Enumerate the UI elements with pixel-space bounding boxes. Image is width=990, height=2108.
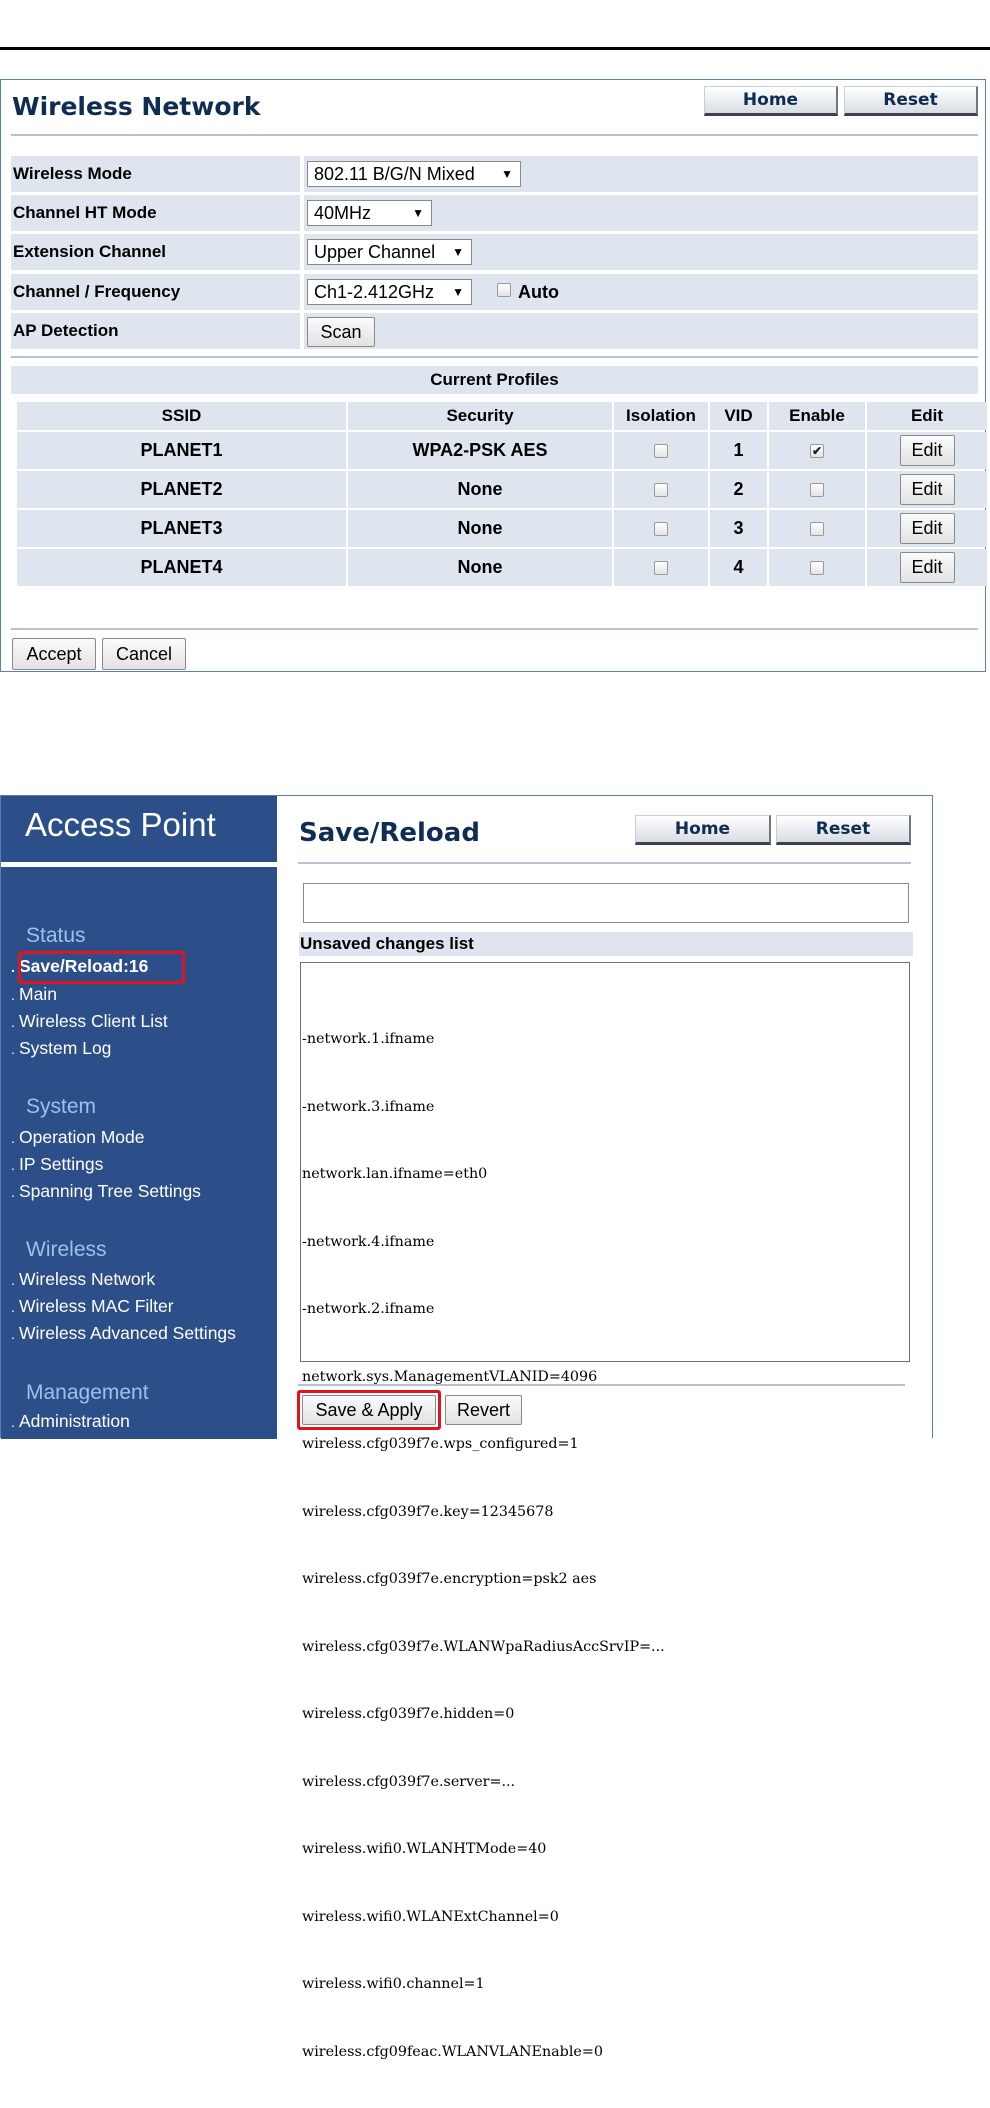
enable-checkbox[interactable] [810, 483, 824, 497]
vid-cell: 3 [710, 510, 767, 547]
sidebar [1, 796, 277, 1439]
isolation-checkbox[interactable] [654, 483, 668, 497]
sidebar-item-label: Wireless Advanced Settings [19, 1323, 236, 1343]
list-item: wireless.wifi0.channel=1 [302, 1976, 485, 1992]
isolation-checkbox[interactable] [654, 561, 668, 575]
bullet-icon: . [11, 987, 15, 1003]
dropdown-arrow-icon: ▼ [452, 285, 464, 299]
enable-cell [769, 471, 865, 508]
cancel-button[interactable]: Cancel [102, 638, 186, 670]
channel-ht-mode-select[interactable] [307, 200, 432, 226]
save-reload-panel [0, 795, 933, 2060]
extension-channel-label: Extension Channel [11, 234, 300, 270]
edit-cell [867, 510, 987, 547]
list-item: network.sys.ManagementVLANID=4096 [302, 1368, 598, 1385]
enable-checkbox[interactable] [810, 561, 824, 575]
list-item: wireless.cfg039f7e.key=12345678 [302, 1503, 554, 1520]
isolation-cell [614, 432, 708, 469]
wireless-network-panel [0, 79, 986, 672]
unsaved-changes-header: Unsaved changes list [299, 932, 913, 956]
vid-cell: 1 [710, 432, 767, 469]
isolation-cell [614, 510, 708, 547]
footer-divider [298, 1384, 905, 1386]
sidebar-item-operation-mode[interactable] [11, 1127, 145, 1148]
bullet-icon: . [11, 1326, 15, 1342]
list-item: -network.3.ifname [302, 1098, 435, 1115]
auto-checkbox-label: Auto [518, 282, 559, 302]
isolation-cell [614, 471, 708, 508]
enable-checkbox[interactable] [810, 522, 824, 536]
list-item: -network.1.ifname [302, 1031, 435, 1047]
list-item: wireless.wifi0.WLANExtChannel=0 [302, 1908, 559, 1925]
bullet-icon: . [11, 959, 15, 975]
vid-cell: 4 [710, 549, 767, 586]
isolation-checkbox[interactable] [654, 444, 668, 458]
channel-frequency-value-cell [304, 274, 978, 310]
page-title: Wireless Network [12, 92, 261, 121]
column-header-isolation: Isolation [614, 402, 708, 430]
column-header-edit: Edit [867, 402, 987, 430]
home-button[interactable]: Home [704, 86, 838, 116]
home-button[interactable]: Home [635, 815, 771, 845]
extension-channel-select[interactable] [307, 239, 472, 265]
sidebar-section-management: Management [26, 1381, 149, 1404]
list-item: wireless.cfg039f7e.server=... [302, 1773, 516, 1790]
title-divider [298, 862, 911, 864]
table-row [17, 432, 987, 469]
save-apply-highlight [297, 1390, 441, 1430]
dropdown-arrow-icon: ▼ [501, 167, 513, 181]
channel-ht-mode-value-cell [304, 195, 978, 231]
wireless-mode-select[interactable] [307, 161, 521, 187]
enable-cell [769, 510, 865, 547]
list-item: -network.4.ifname [302, 1233, 435, 1250]
bullet-icon: . [11, 1157, 15, 1173]
checkmark-icon: ✔ [811, 444, 823, 459]
edit-button[interactable]: Edit [900, 474, 955, 505]
edit-button[interactable]: Edit [900, 435, 955, 466]
save-reload-highlight [18, 951, 185, 984]
title-divider [11, 134, 978, 136]
edit-cell [867, 471, 987, 508]
wireless-mode-row [11, 156, 978, 192]
security-cell: None [348, 510, 612, 547]
edit-button[interactable]: Edit [900, 552, 955, 583]
bullet-icon: . [11, 1041, 15, 1057]
bullet-icon: . [11, 1130, 15, 1146]
list-item: -network.2.ifname [302, 1301, 435, 1317]
wireless-mode-label: Wireless Mode [11, 156, 300, 192]
list-item: wireless.wifi0.WLANHTMode=40 [302, 1841, 547, 1857]
table-row [17, 471, 987, 508]
security-cell: WPA2-PSK AES [348, 432, 612, 469]
ssid-cell: PLANET3 [17, 510, 346, 547]
wireless-mode-value-cell [304, 156, 978, 192]
table-row [17, 510, 987, 547]
sidebar-item-administration[interactable] [11, 1411, 130, 1432]
bullet-icon: . [11, 1299, 15, 1315]
list-item: wireless.cfg039f7e.hidden=0 [302, 1706, 515, 1722]
dropdown-arrow-icon: ▼ [452, 245, 464, 259]
sidebar-item-label: Spanning Tree Settings [19, 1181, 201, 1201]
channel-ht-mode-row [11, 195, 978, 231]
extension-channel-selected: Upper Channel [314, 242, 436, 262]
sidebar-item-label: IP Settings [19, 1154, 104, 1174]
sidebar-item-spanning-tree-settings[interactable] [11, 1181, 201, 1202]
fields-divider [11, 356, 978, 358]
page-top-rule [0, 47, 990, 50]
profiles-table-header [17, 402, 987, 430]
wireless-mode-selected: 802.11 B/G/N Mixed [314, 164, 475, 184]
sidebar-item-wireless-network[interactable] [11, 1269, 155, 1290]
save-apply-button[interactable]: Save & Apply [302, 1395, 436, 1425]
column-header-security: Security [348, 402, 612, 430]
ssid-cell: PLANET4 [17, 549, 346, 586]
sidebar-item-label: Main [19, 984, 57, 1004]
channel-frequency-select[interactable] [307, 279, 472, 305]
bullet-icon: . [11, 1184, 15, 1200]
accept-button[interactable]: Accept [12, 638, 96, 670]
sidebar-item-wireless-mac-filter[interactable] [11, 1296, 174, 1317]
scan-button[interactable]: Scan [307, 317, 375, 347]
enable-cell [769, 549, 865, 586]
isolation-checkbox[interactable] [654, 522, 668, 536]
security-cell: None [348, 471, 612, 508]
footer-divider [11, 628, 978, 630]
edit-button[interactable]: Edit [900, 513, 955, 544]
table-row [17, 549, 987, 586]
edit-cell [867, 432, 987, 469]
dropdown-arrow-icon: ▼ [412, 206, 424, 220]
channel-ht-mode-selected: 40MHz [314, 203, 372, 223]
sidebar-item-label: Wireless Client List [19, 1011, 168, 1031]
sidebar-section-status: Status [26, 924, 86, 947]
channel-ht-mode-label: Channel HT Mode [11, 195, 300, 231]
auto-checkbox[interactable] [497, 283, 511, 297]
enable-cell [769, 432, 865, 469]
sidebar-item-main[interactable] [11, 984, 57, 1005]
sidebar-item-label: Operation Mode [19, 1127, 145, 1147]
page-title: Save/Reload [299, 818, 480, 848]
channel-frequency-label: Channel / Frequency [11, 274, 300, 310]
channel-frequency-selected: Ch1-2.412GHz [314, 282, 435, 302]
vid-cell: 2 [710, 471, 767, 508]
brand-title: Access Point [25, 806, 216, 843]
reset-button[interactable]: Reset [776, 815, 911, 845]
column-header-enable: Enable [769, 402, 865, 430]
list-item: wireless.cfg09feac.WLANVLANEnable=0 [302, 2043, 603, 2060]
list-item: wireless.cfg039f7e.wps_configured=1 [302, 1436, 579, 1452]
sidebar-item-wireless-client-list[interactable] [11, 1011, 168, 1032]
reset-button[interactable]: Reset [844, 86, 978, 116]
channel-frequency-row [11, 274, 978, 310]
sidebar-item-ip-settings[interactable] [11, 1154, 103, 1175]
ap-detection-value-cell [304, 313, 978, 349]
ssid-cell: PLANET2 [17, 471, 346, 508]
sidebar-item-label: Wireless Network [19, 1269, 156, 1289]
list-item: network.lan.ifname=eth0 [302, 1166, 488, 1182]
ap-detection-row [11, 313, 978, 349]
edit-cell [867, 549, 987, 586]
column-header-vid: VID [710, 402, 767, 430]
enable-checkbox[interactable] [810, 444, 824, 458]
bullet-icon: . [11, 1414, 15, 1430]
sidebar-section-wireless: Wireless [26, 1238, 107, 1261]
sidebar-item-label: System Log [19, 1038, 112, 1058]
ap-detection-label: AP Detection [11, 313, 300, 349]
profiles-table [15, 400, 989, 588]
list-item: wireless.cfg039f7e.encryption=psk2 aes [302, 1571, 597, 1587]
list-item: wireless.cfg039f7e.WLANWpaRadiusAccSrvIP=... [302, 1638, 665, 1655]
sidebar-item-wireless-advanced-settings[interactable] [11, 1323, 236, 1344]
message-box [303, 883, 909, 923]
sidebar-item-label: Administration [19, 1411, 130, 1431]
sidebar-section-system: System [26, 1095, 97, 1118]
sidebar-divider [1, 862, 277, 867]
sidebar-item-label: Wireless MAC Filter [19, 1296, 174, 1316]
extension-channel-value-cell [304, 234, 978, 270]
sidebar-item-system-log[interactable] [11, 1038, 111, 1059]
security-cell: None [348, 549, 612, 586]
extension-channel-row [11, 234, 978, 270]
bullet-icon: . [11, 1014, 15, 1030]
ssid-cell: PLANET1 [17, 432, 346, 469]
bullet-icon: . [11, 1272, 15, 1288]
current-profiles-header: Current Profiles [11, 366, 978, 394]
column-header-ssid: SSID [17, 402, 346, 430]
revert-button[interactable]: Revert [445, 1395, 522, 1425]
sidebar-item-label: Save/Reload:16 [19, 956, 149, 976]
isolation-cell [614, 549, 708, 586]
